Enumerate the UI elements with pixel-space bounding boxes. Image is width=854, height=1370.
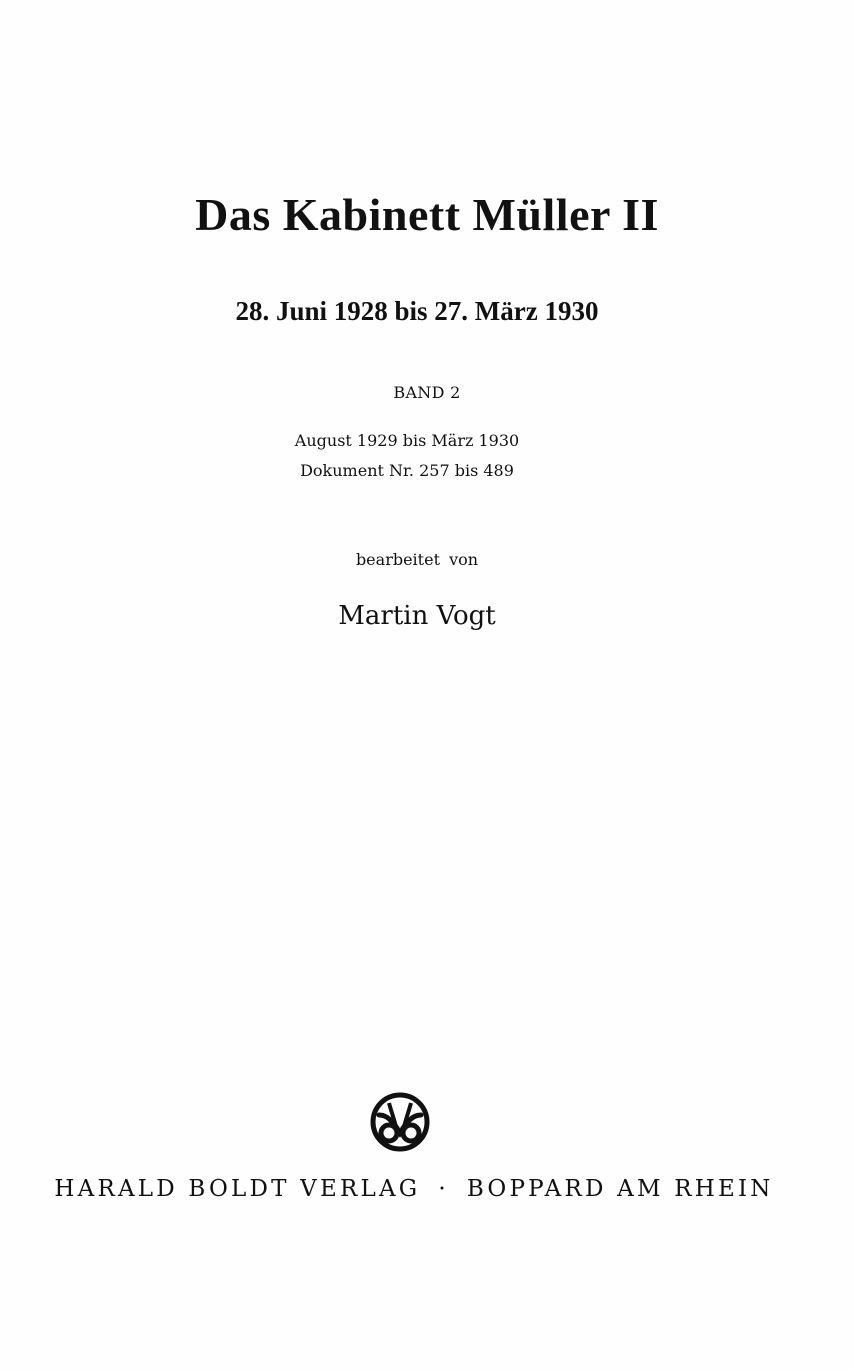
document-range-line: Dokument Nr. 257 bis 489 bbox=[300, 461, 514, 480]
volume-range bbox=[0, 426, 834, 486]
book-title: Das Kabinett Müller II bbox=[195, 189, 659, 240]
publisher-location: BOPPARD AM RHEIN bbox=[466, 1176, 774, 1202]
publisher-logo-icon bbox=[369, 1091, 431, 1153]
publisher-line bbox=[0, 1176, 841, 1202]
period-subtitle: 28. Juni 1928 bis 27. März 1930 bbox=[235, 296, 599, 326]
edited-by-label: bearbeitet von bbox=[355, 550, 479, 569]
author-name: Martin Vogt bbox=[338, 601, 496, 631]
publisher-name: HARALD BOLDT VERLAG bbox=[54, 1176, 421, 1202]
date-range-line: August 1929 bis März 1930 bbox=[294, 431, 520, 450]
publisher-separator: · bbox=[438, 1176, 449, 1202]
volume-label: BAND 2 bbox=[393, 383, 461, 402]
